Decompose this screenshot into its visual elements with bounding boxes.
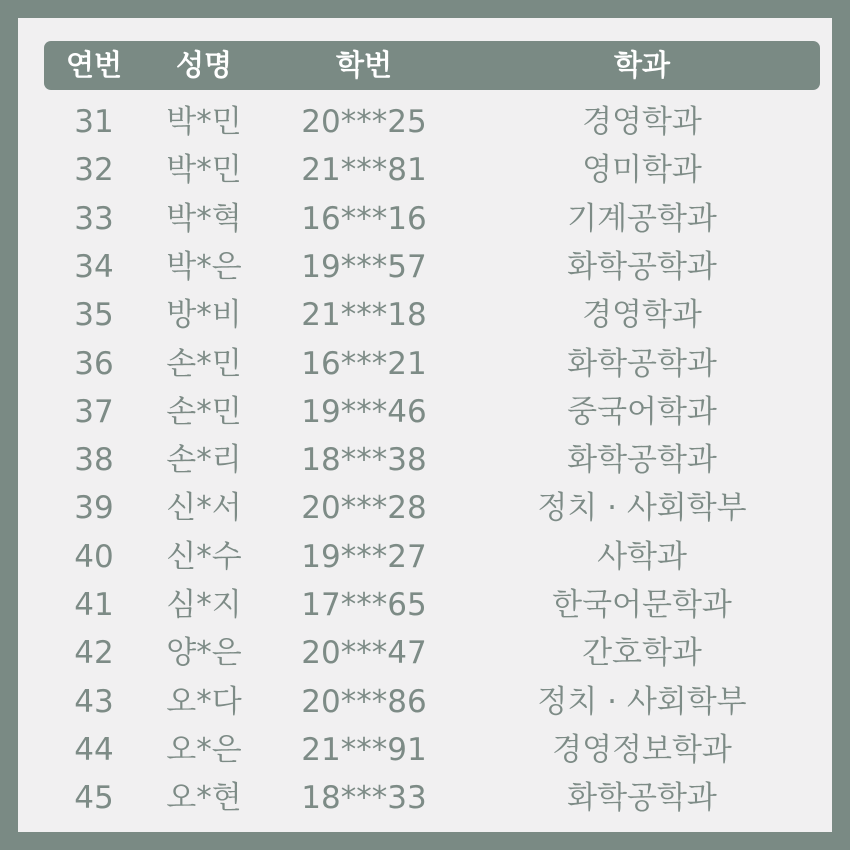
row-name: 심*지 — [166, 587, 242, 623]
table-row — [18, 291, 832, 339]
header-student-id: 학번 — [335, 48, 393, 82]
row-student-id: 19***27 — [301, 538, 427, 575]
row-student-id: 21***18 — [301, 297, 427, 334]
row-name: 오*다 — [166, 683, 242, 720]
row-no: 31 — [74, 104, 114, 140]
row-department: 화학공학과 — [567, 248, 717, 285]
row-student-id: 19***57 — [301, 248, 427, 285]
row-name: 손*민 — [166, 345, 242, 382]
table-row — [18, 726, 832, 774]
row-student-id: 18***33 — [301, 780, 427, 817]
row-name: 오*은 — [166, 731, 242, 768]
row-department: 정치 · 사회학부 — [537, 490, 747, 527]
table-row — [18, 243, 832, 291]
row-department: 화학공학과 — [567, 442, 717, 479]
table-row — [18, 484, 832, 532]
table-header — [44, 41, 820, 90]
row-name: 신*수 — [166, 538, 242, 575]
table-row — [18, 436, 832, 484]
table-row — [18, 388, 832, 436]
row-no: 34 — [74, 248, 114, 285]
row-no: 32 — [74, 152, 114, 189]
row-department: 화학공학과 — [567, 780, 717, 817]
table-row — [18, 629, 832, 677]
list-card — [18, 18, 832, 832]
header-department: 학과 — [613, 48, 671, 82]
row-name: 손*리 — [166, 442, 242, 479]
table-row — [18, 581, 832, 629]
table-row — [18, 533, 832, 581]
row-department: 기계공학과 — [567, 200, 717, 237]
row-name: 박*은 — [166, 248, 242, 285]
row-student-id: 20***28 — [301, 490, 427, 527]
row-no: 36 — [74, 345, 114, 382]
row-student-id: 20***47 — [301, 635, 427, 672]
row-no: 35 — [74, 297, 114, 334]
table-row — [18, 98, 832, 146]
row-no: 33 — [74, 200, 114, 237]
row-student-id: 16***16 — [301, 200, 427, 237]
row-department: 경영학과 — [582, 297, 702, 334]
row-department: 중국어학과 — [567, 393, 717, 430]
table-row — [18, 146, 832, 194]
row-department: 경영학과 — [582, 104, 702, 140]
row-no: 45 — [74, 780, 114, 817]
row-name: 박*민 — [166, 104, 242, 140]
row-student-id: 18***38 — [301, 442, 427, 479]
row-name: 손*민 — [166, 393, 242, 430]
row-name: 오*현 — [166, 780, 242, 817]
table-row — [18, 340, 832, 388]
row-student-id: 21***91 — [301, 731, 427, 768]
row-student-id: 20***86 — [301, 683, 427, 720]
row-department: 한국어문학과 — [552, 587, 732, 623]
row-student-id: 21***81 — [301, 152, 427, 189]
row-department: 경영정보학과 — [552, 731, 732, 768]
row-department: 정치 · 사회학부 — [537, 683, 747, 720]
row-student-id: 17***65 — [301, 587, 427, 623]
row-no: 37 — [74, 393, 114, 430]
row-department: 영미학과 — [582, 152, 702, 189]
table-row — [18, 195, 832, 243]
table-row — [18, 774, 832, 822]
row-name: 방*비 — [166, 297, 242, 334]
row-no: 44 — [74, 731, 114, 768]
row-no: 43 — [74, 683, 114, 720]
row-name: 박*혁 — [166, 200, 242, 237]
row-student-id: 16***21 — [301, 345, 427, 382]
row-department: 화학공학과 — [567, 345, 717, 382]
header-no: 연번 — [65, 48, 123, 82]
row-no: 42 — [74, 635, 114, 672]
row-name: 박*민 — [166, 152, 242, 189]
row-department: 간호학과 — [582, 635, 702, 672]
row-no: 41 — [74, 587, 114, 623]
row-department: 사학과 — [597, 538, 687, 575]
row-name: 양*은 — [166, 635, 242, 672]
row-name: 신*서 — [166, 490, 242, 527]
row-no: 38 — [74, 442, 114, 479]
row-no: 40 — [74, 538, 114, 575]
table-row — [18, 678, 832, 726]
header-name: 성명 — [175, 48, 233, 82]
row-student-id: 20***25 — [301, 104, 427, 140]
row-no: 39 — [74, 490, 114, 527]
row-student-id: 19***46 — [301, 393, 427, 430]
